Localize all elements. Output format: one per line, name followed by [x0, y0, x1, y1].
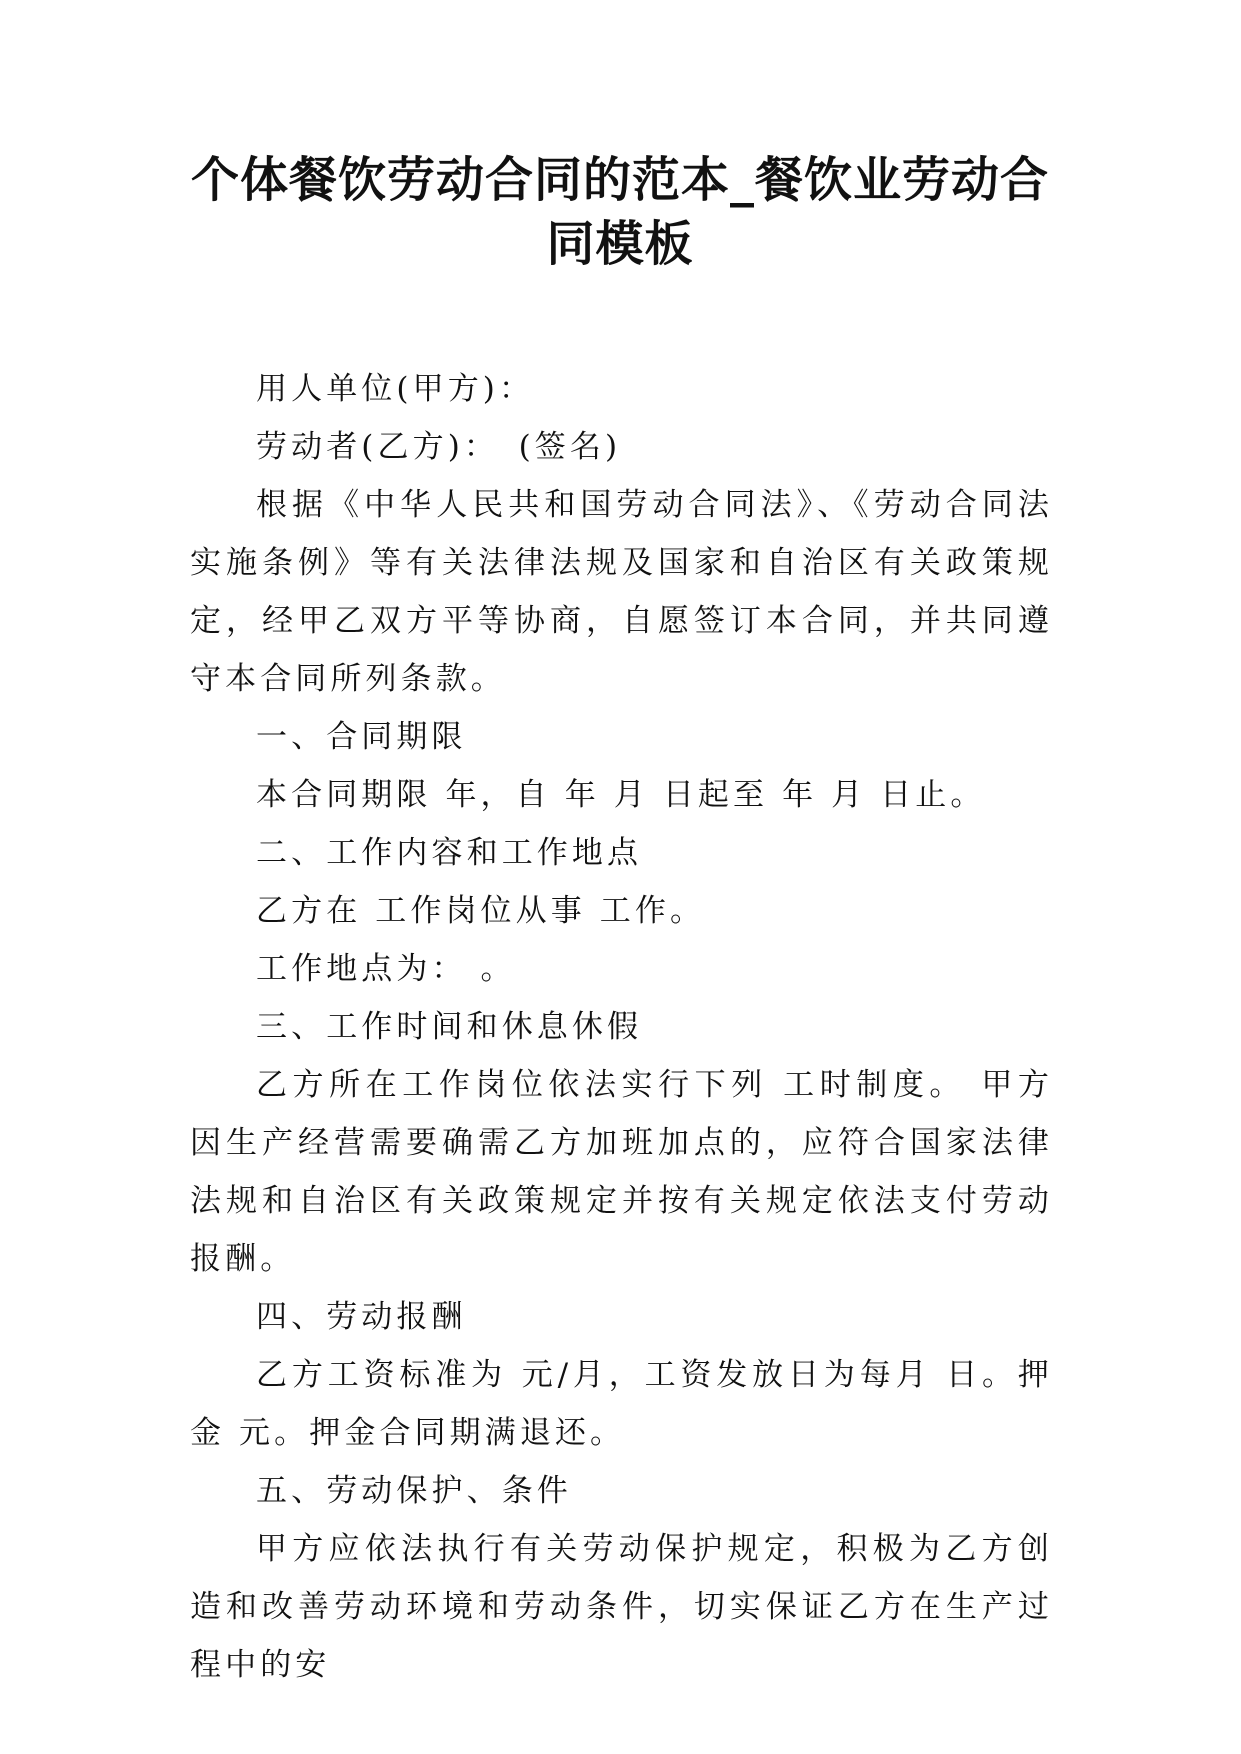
- pay-paragraph: 乙方工资标准为 元/月，工资发放日为每月 日。押金 元。押金合同期满退还。: [190, 1357, 1053, 1451]
- protection-paragraph: 甲方应依法执行有关劳动保护规定，积极为乙方创造和改善劳动环境和劳动条件，切实保证乙方在生产过程中的安: [190, 1531, 1053, 1683]
- section-heading-hours: 三、工作时间和休息休假: [256, 1009, 643, 1045]
- party-a-line: 用人单位(甲方)：: [256, 371, 535, 407]
- preamble-paragraph: 根据《中华人民共和国劳动合同法》、《劳动合同法实施条例》等有关法律法规及国家和自治区有关政策规定，经甲乙双方平等协商，自愿签订本合同，并共同遵守本合同所列条款。: [190, 487, 1053, 697]
- section-heading-term: 一、合同期限: [256, 719, 467, 755]
- party-b-line: 劳动者(乙方)： (签名): [256, 429, 622, 465]
- document-body: [190, 360, 1053, 1694]
- term-paragraph: 本合同期限 年，自 年 月 日起至 年 月 日止。: [256, 777, 986, 813]
- section-heading-pay: 四、劳动报酬: [256, 1299, 467, 1335]
- document-title: 个体餐饮劳动合同的范本_餐饮业劳动合同模板: [190, 152, 1049, 272]
- work-location-paragraph: 工作地点为： 。: [256, 951, 516, 987]
- section-heading-work: 二、工作内容和工作地点: [256, 835, 643, 871]
- section-heading-protection: 五、劳动保护、条件: [256, 1473, 572, 1509]
- hours-paragraph: 乙方所在工作岗位依法实行下列 工时制度。 甲方因生产经营需要确需乙方加班加点的，应符合国家法律法规和自治区有关政策规定并按有关规定依法支付劳动报酬。: [190, 1067, 1053, 1277]
- work-position-paragraph: 乙方在 工作岗位从事 工作。: [256, 893, 706, 929]
